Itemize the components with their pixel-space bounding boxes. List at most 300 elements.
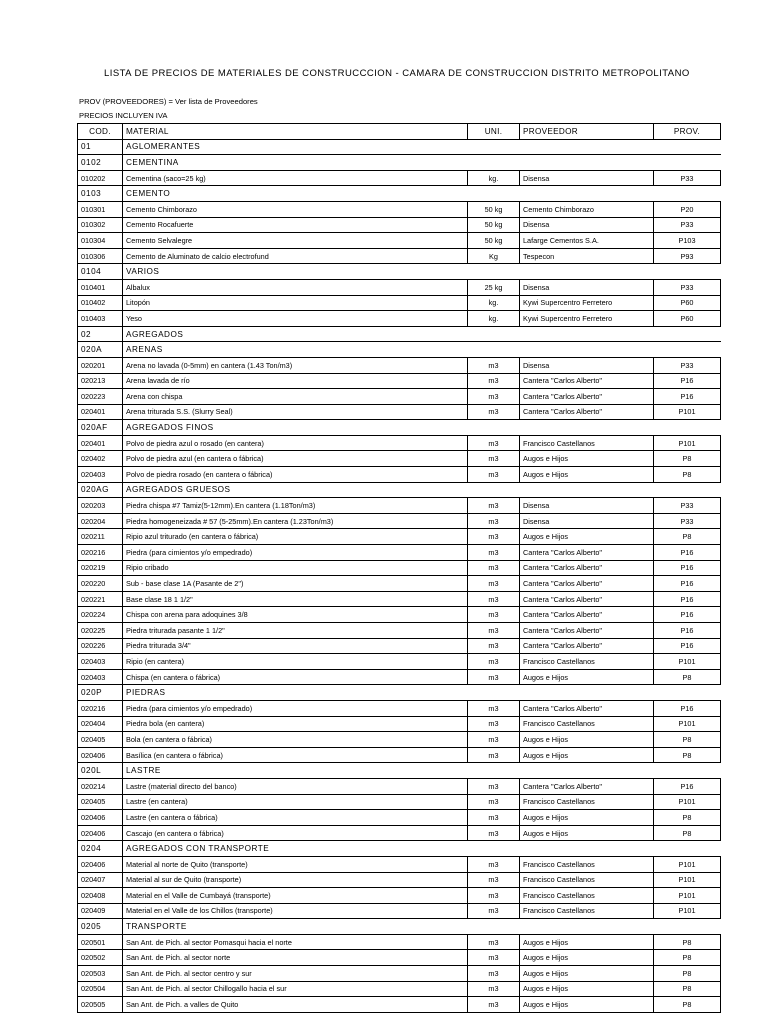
group-name: AGREGADOS GRUESOS	[123, 482, 721, 498]
item-supplier: Cantera "Carlos Alberto"	[520, 638, 654, 654]
item-material: Cemento Chimborazo	[123, 201, 468, 217]
item-unit: m3	[468, 997, 520, 1013]
item-supplier: Francisco Castellanos	[520, 872, 654, 888]
item-supplier-code: P8	[654, 747, 721, 763]
item-unit: m3	[468, 747, 520, 763]
table-row	[78, 545, 721, 561]
item-supplier-code: P60	[654, 311, 721, 327]
table-row	[78, 654, 721, 670]
table-row	[78, 888, 721, 904]
providers-note: PROV (PROVEEDORES) = Ver lista de Proveedores	[79, 97, 258, 106]
item-material: Cemento Selvalegre	[123, 233, 468, 249]
vat-note: PRECIOS INCLUYEN IVA	[79, 111, 168, 120]
item-supplier: Cantera "Carlos Alberto"	[520, 623, 654, 639]
item-unit: m3	[468, 825, 520, 841]
item-unit: m3	[468, 389, 520, 405]
group-name: CEMENTO	[123, 186, 721, 202]
item-code: 020406	[78, 825, 123, 841]
item-unit: m3	[468, 560, 520, 576]
item-unit: 50 kg	[468, 233, 520, 249]
table-row	[78, 856, 721, 872]
item-unit: m3	[468, 903, 520, 919]
group-name: AGREGADOS	[123, 326, 721, 342]
item-unit: m3	[468, 794, 520, 810]
item-supplier-code: P101	[654, 888, 721, 904]
item-supplier: Augos e Hijos	[520, 966, 654, 982]
item-supplier: Augos e Hijos	[520, 529, 654, 545]
item-code: 020503	[78, 966, 123, 982]
table-row	[78, 747, 721, 763]
table-row	[78, 934, 721, 950]
item-supplier: Augos e Hijos	[520, 981, 654, 997]
table-row	[78, 217, 721, 233]
item-supplier: Francisco Castellanos	[520, 794, 654, 810]
item-material: Cascajo (en cantera o fábrica)	[123, 825, 468, 841]
item-material: Yeso	[123, 311, 468, 327]
group-row	[78, 763, 721, 779]
item-unit: kg.	[468, 311, 520, 327]
item-code: 010402	[78, 295, 123, 311]
item-supplier-code: P8	[654, 732, 721, 748]
item-code: 020407	[78, 872, 123, 888]
item-unit: 25 kg	[468, 279, 520, 295]
item-code: 020224	[78, 607, 123, 623]
item-material: San Ant. de Pich. al sector norte	[123, 950, 468, 966]
item-unit: m3	[468, 638, 520, 654]
item-unit: m3	[468, 716, 520, 732]
item-supplier: Francisco Castellanos	[520, 856, 654, 872]
item-material: Piedra (para cimientos y/o empedrado)	[123, 700, 468, 716]
item-unit: m3	[468, 888, 520, 904]
item-supplier: Augos e Hijos	[520, 451, 654, 467]
item-unit: m3	[468, 373, 520, 389]
item-unit: m3	[468, 435, 520, 451]
table-row	[78, 311, 721, 327]
group-row	[78, 919, 721, 935]
item-supplier-code: P33	[654, 217, 721, 233]
item-supplier-code: P33	[654, 170, 721, 186]
item-material: Lastre (material directo del banco)	[123, 778, 468, 794]
item-supplier: Disensa	[520, 357, 654, 373]
item-unit: m3	[468, 607, 520, 623]
item-unit: m3	[468, 950, 520, 966]
item-supplier-code: P8	[654, 529, 721, 545]
item-supplier: Francisco Castellanos	[520, 435, 654, 451]
table-row	[78, 810, 721, 826]
item-supplier-code: P16	[654, 607, 721, 623]
item-supplier: Kywi Supercentro Ferretero	[520, 295, 654, 311]
item-supplier-code: P33	[654, 279, 721, 295]
item-unit: Kg	[468, 248, 520, 264]
item-unit: 50 kg	[468, 201, 520, 217]
item-supplier-code: P101	[654, 654, 721, 670]
item-code: 020406	[78, 810, 123, 826]
item-supplier-code: P8	[654, 810, 721, 826]
group-code: 020L	[78, 763, 123, 779]
item-code: 020226	[78, 638, 123, 654]
item-supplier: Francisco Castellanos	[520, 888, 654, 904]
group-row	[78, 155, 721, 171]
item-supplier: Cantera "Carlos Alberto"	[520, 373, 654, 389]
group-row	[78, 186, 721, 202]
item-supplier-code: P8	[654, 451, 721, 467]
item-unit: m3	[468, 700, 520, 716]
group-name: AGREGADOS FINOS	[123, 420, 721, 436]
item-supplier: Augos e Hijos	[520, 747, 654, 763]
item-unit: m3	[468, 623, 520, 639]
item-supplier-code: P8	[654, 467, 721, 483]
price-table-body	[78, 124, 721, 1013]
item-material: Piedra triturada 3/4"	[123, 638, 468, 654]
item-supplier: Cantera "Carlos Alberto"	[520, 545, 654, 561]
item-supplier: Cantera "Carlos Alberto"	[520, 576, 654, 592]
item-code: 020401	[78, 404, 123, 420]
table-row	[78, 560, 721, 576]
item-supplier-code: P60	[654, 295, 721, 311]
table-row	[78, 700, 721, 716]
group-name: LASTRE	[123, 763, 721, 779]
table-row	[78, 373, 721, 389]
item-supplier: Disensa	[520, 170, 654, 186]
item-code: 020403	[78, 654, 123, 670]
item-material: Cemento de Aluminato de calcio electrofund	[123, 248, 468, 264]
table-row	[78, 435, 721, 451]
table-row	[78, 778, 721, 794]
item-unit: m3	[468, 669, 520, 685]
item-material: Material en el Valle de Cumbayá (transporte)	[123, 888, 468, 904]
item-supplier-code: P103	[654, 233, 721, 249]
item-supplier-code: P16	[654, 591, 721, 607]
item-code: 020405	[78, 794, 123, 810]
item-supplier-code: P8	[654, 669, 721, 685]
item-material: Ripio azul triturado (en cantera o fábrica)	[123, 529, 468, 545]
item-unit: m3	[468, 872, 520, 888]
item-code: 020402	[78, 451, 123, 467]
group-row	[78, 841, 721, 857]
item-material: Cemento Rocafuerte	[123, 217, 468, 233]
table-row	[78, 170, 721, 186]
group-code: 020P	[78, 685, 123, 701]
item-supplier: Cantera "Carlos Alberto"	[520, 591, 654, 607]
item-supplier: Augos e Hijos	[520, 467, 654, 483]
item-code: 020214	[78, 778, 123, 794]
item-material: Polvo de piedra azul o rosado (en cantera)	[123, 435, 468, 451]
item-supplier: Augos e Hijos	[520, 934, 654, 950]
item-code: 010304	[78, 233, 123, 249]
item-supplier-code: P16	[654, 560, 721, 576]
table-row	[78, 825, 721, 841]
item-code: 020225	[78, 623, 123, 639]
table-row	[78, 794, 721, 810]
item-supplier-code: P16	[654, 623, 721, 639]
item-code: 010202	[78, 170, 123, 186]
item-supplier-code: P8	[654, 966, 721, 982]
item-code: 020403	[78, 669, 123, 685]
item-material: Ripio cribado	[123, 560, 468, 576]
item-material: Material al norte de Quito (transporte)	[123, 856, 468, 872]
item-material: Cementina (saco=25 kg)	[123, 170, 468, 186]
item-supplier-code: P101	[654, 856, 721, 872]
group-name: ARENAS	[123, 342, 721, 358]
item-supplier: Cemento Chimborazo	[520, 201, 654, 217]
item-code: 020405	[78, 732, 123, 748]
item-code: 010403	[78, 311, 123, 327]
item-unit: m3	[468, 467, 520, 483]
table-row	[78, 576, 721, 592]
item-supplier-code: P101	[654, 903, 721, 919]
group-row	[78, 420, 721, 436]
item-supplier: Augos e Hijos	[520, 732, 654, 748]
table-row	[78, 233, 721, 249]
document-title: LISTA DE PRECIOS DE MATERIALES DE CONSTRUCCCION - CAMARA DE CONSTRUCCION DISTRITO METROPOLITANO	[104, 68, 690, 79]
item-code: 020501	[78, 934, 123, 950]
item-supplier-code: P8	[654, 825, 721, 841]
item-supplier: Disensa	[520, 498, 654, 514]
item-unit: m3	[468, 934, 520, 950]
table-row	[78, 201, 721, 217]
group-row	[78, 482, 721, 498]
item-code: 020406	[78, 856, 123, 872]
item-material: Polvo de piedra azul (en cantera o fábrica)	[123, 451, 468, 467]
item-supplier-code: P16	[654, 778, 721, 794]
header-uni: UNI.	[468, 124, 520, 140]
item-supplier: Augos e Hijos	[520, 825, 654, 841]
item-material: San Ant. de Pich. al sector Pomasqui hacia el norte	[123, 934, 468, 950]
table-row	[78, 607, 721, 623]
item-supplier-code: P8	[654, 997, 721, 1013]
item-supplier-code: P16	[654, 576, 721, 592]
group-row	[78, 326, 721, 342]
item-supplier: Cantera "Carlos Alberto"	[520, 404, 654, 420]
item-material: San Ant. de Pich. a valles de Quito	[123, 997, 468, 1013]
group-code: 02	[78, 326, 123, 342]
table-row	[78, 966, 721, 982]
table-row	[78, 279, 721, 295]
item-supplier-code: P16	[654, 638, 721, 654]
item-supplier: Francisco Castellanos	[520, 654, 654, 670]
table-row	[78, 903, 721, 919]
group-row	[78, 342, 721, 358]
table-row	[78, 451, 721, 467]
table-row	[78, 248, 721, 264]
item-unit: m3	[468, 981, 520, 997]
item-material: Chispa con arena para adoquines 3/8	[123, 607, 468, 623]
item-material: Material al sur de Quito (transporte)	[123, 872, 468, 888]
item-supplier: Disensa	[520, 279, 654, 295]
item-unit: m3	[468, 591, 520, 607]
table-row	[78, 716, 721, 732]
item-code: 020505	[78, 997, 123, 1013]
item-unit: m3	[468, 513, 520, 529]
group-row	[78, 139, 721, 155]
item-material: Polvo de piedra rosado (en cantera o fábrica)	[123, 467, 468, 483]
item-code: 020203	[78, 498, 123, 514]
item-supplier: Lafarge Cementos S.A.	[520, 233, 654, 249]
item-material: Bola (en cantera o fábrica)	[123, 732, 468, 748]
group-name: TRANSPORTE	[123, 919, 721, 935]
item-supplier: Augos e Hijos	[520, 810, 654, 826]
item-code: 020216	[78, 700, 123, 716]
item-material: Piedra bola (en cantera)	[123, 716, 468, 732]
item-supplier-code: P16	[654, 545, 721, 561]
item-supplier-code: P101	[654, 872, 721, 888]
item-supplier-code: P101	[654, 435, 721, 451]
table-row	[78, 669, 721, 685]
item-code: 020504	[78, 981, 123, 997]
item-unit: m3	[468, 856, 520, 872]
group-name: AGREGADOS CON TRANSPORTE	[123, 841, 721, 857]
item-supplier: Francisco Castellanos	[520, 903, 654, 919]
item-code: 020502	[78, 950, 123, 966]
item-material: Arena no lavada (0-5mm) en cantera (1.43 Ton/m3)	[123, 357, 468, 373]
item-unit: m3	[468, 966, 520, 982]
item-code: 020201	[78, 357, 123, 373]
item-unit: m3	[468, 778, 520, 794]
table-row	[78, 498, 721, 514]
table-row	[78, 467, 721, 483]
item-supplier-code: P33	[654, 357, 721, 373]
table-header-row	[78, 124, 721, 140]
item-code: 010306	[78, 248, 123, 264]
item-material: Piedra homogeneizada # 57 (5-25mm).En cantera (1.23Ton/m3)	[123, 513, 468, 529]
item-material: Lastre (en cantera)	[123, 794, 468, 810]
item-code: 020216	[78, 545, 123, 561]
item-supplier: Cantera "Carlos Alberto"	[520, 389, 654, 405]
group-name: CEMENTINA	[123, 155, 721, 171]
item-unit: m3	[468, 810, 520, 826]
table-row	[78, 981, 721, 997]
item-material: Arena triturada S.S. (Slurry Seal)	[123, 404, 468, 420]
item-material: Chispa (en cantera o fábrica)	[123, 669, 468, 685]
item-supplier-code: P16	[654, 700, 721, 716]
table-row	[78, 638, 721, 654]
item-supplier-code: P16	[654, 389, 721, 405]
table-row	[78, 997, 721, 1013]
item-unit: kg.	[468, 295, 520, 311]
price-table	[77, 123, 721, 1013]
item-supplier: Disensa	[520, 513, 654, 529]
item-code: 020401	[78, 435, 123, 451]
table-row	[78, 389, 721, 405]
item-supplier: Cantera "Carlos Alberto"	[520, 560, 654, 576]
item-supplier-code: P20	[654, 201, 721, 217]
item-code: 010401	[78, 279, 123, 295]
item-unit: m3	[468, 529, 520, 545]
group-code: 0104	[78, 264, 123, 280]
item-code: 020219	[78, 560, 123, 576]
group-row	[78, 685, 721, 701]
item-unit: m3	[468, 732, 520, 748]
item-unit: m3	[468, 576, 520, 592]
item-supplier: Kywi Supercentro Ferretero	[520, 311, 654, 327]
item-code: 020404	[78, 716, 123, 732]
item-unit: m3	[468, 498, 520, 514]
group-row	[78, 264, 721, 280]
item-supplier-code: P93	[654, 248, 721, 264]
item-supplier-code: P8	[654, 981, 721, 997]
item-material: Base clase 18 1 1/2"	[123, 591, 468, 607]
item-supplier-code: P8	[654, 950, 721, 966]
table-row	[78, 591, 721, 607]
group-code: 0204	[78, 841, 123, 857]
table-row	[78, 513, 721, 529]
item-material: Litopón	[123, 295, 468, 311]
table-row	[78, 529, 721, 545]
group-name: PIEDRAS	[123, 685, 721, 701]
item-supplier: Disensa	[520, 217, 654, 233]
item-material: Sub - base clase 1A (Pasante de 2")	[123, 576, 468, 592]
item-supplier: Cantera "Carlos Alberto"	[520, 778, 654, 794]
item-unit: m3	[468, 404, 520, 420]
item-material: Piedra chispa #7 Tamiz(5-12mm).En cantera (1.18Ton/m3)	[123, 498, 468, 514]
item-supplier: Augos e Hijos	[520, 669, 654, 685]
table-row	[78, 732, 721, 748]
group-code: 0103	[78, 186, 123, 202]
item-unit: m3	[468, 654, 520, 670]
item-code: 020213	[78, 373, 123, 389]
header-proveedor: PROVEEDOR	[520, 124, 654, 140]
table-row	[78, 357, 721, 373]
item-supplier: Augos e Hijos	[520, 950, 654, 966]
item-material: Albalux	[123, 279, 468, 295]
item-material: Material en el Valle de los Chillos (transporte)	[123, 903, 468, 919]
item-supplier-code: P101	[654, 716, 721, 732]
header-cod: COD.	[78, 124, 123, 140]
item-code: 020408	[78, 888, 123, 904]
item-supplier: Francisco Castellanos	[520, 716, 654, 732]
item-supplier: Augos e Hijos	[520, 997, 654, 1013]
table-row	[78, 950, 721, 966]
group-code: 020A	[78, 342, 123, 358]
item-material: Piedra (para cimientos y/o empedrado)	[123, 545, 468, 561]
item-supplier-code: P33	[654, 498, 721, 514]
item-unit: 50 kg	[468, 217, 520, 233]
table-row	[78, 623, 721, 639]
group-code: 01	[78, 139, 123, 155]
item-code: 020221	[78, 591, 123, 607]
item-unit: kg.	[468, 170, 520, 186]
item-code: 020409	[78, 903, 123, 919]
item-code: 020204	[78, 513, 123, 529]
item-supplier-code: P101	[654, 794, 721, 810]
item-material: San Ant. de Pich. al sector Chillogallo hacia el sur	[123, 981, 468, 997]
item-material: Lastre (en cantera o fábrica)	[123, 810, 468, 826]
header-material: MATERIAL	[123, 124, 468, 140]
item-material: Arena con chispa	[123, 389, 468, 405]
item-code: 020223	[78, 389, 123, 405]
table-row	[78, 872, 721, 888]
table-row	[78, 404, 721, 420]
table-row	[78, 295, 721, 311]
item-unit: m3	[468, 451, 520, 467]
group-code: 0102	[78, 155, 123, 171]
item-code: 010302	[78, 217, 123, 233]
item-code: 010301	[78, 201, 123, 217]
item-supplier: Cantera "Carlos Alberto"	[520, 607, 654, 623]
item-material: San Ant. de Pich. al sector centro y sur	[123, 966, 468, 982]
item-code: 020406	[78, 747, 123, 763]
item-unit: m3	[468, 545, 520, 561]
item-supplier: Cantera "Carlos Alberto"	[520, 700, 654, 716]
item-supplier-code: P33	[654, 513, 721, 529]
group-code: 0205	[78, 919, 123, 935]
item-material: Ripio (en cantera)	[123, 654, 468, 670]
item-supplier-code: P16	[654, 373, 721, 389]
group-name: VARIOS	[123, 264, 721, 280]
item-supplier-code: P8	[654, 934, 721, 950]
item-material: Basílica (en cantera o fábrica)	[123, 747, 468, 763]
group-code: 020AG	[78, 482, 123, 498]
